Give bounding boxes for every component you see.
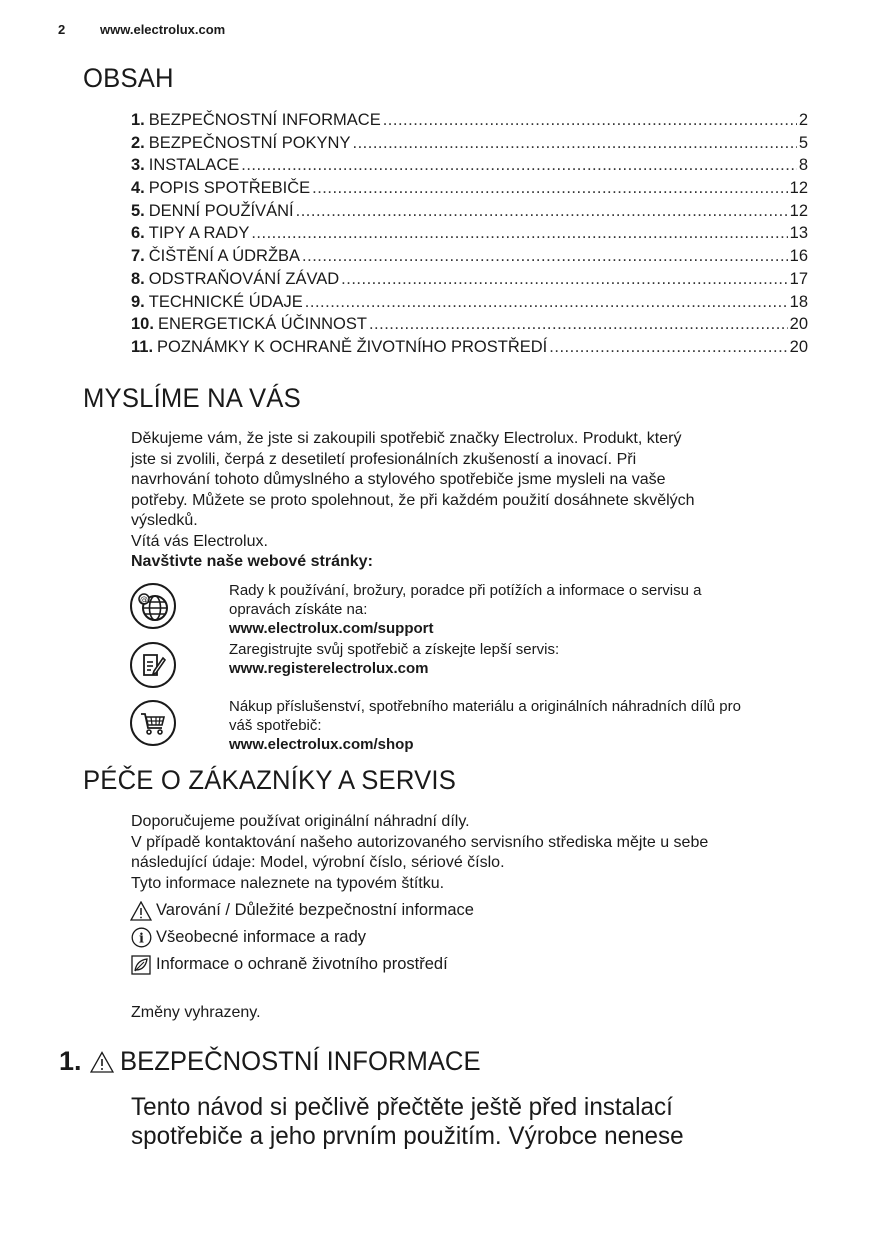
svg-text:i: i: [138, 931, 144, 947]
toc-page: 17: [789, 269, 808, 288]
toc-page: 2: [798, 111, 808, 129]
register-link[interactable]: www.registerelectrolux.com: [229, 660, 429, 678]
toc-page: 20: [789, 337, 808, 356]
shopping-cart-icon: [130, 700, 176, 746]
toc-page: 5: [798, 133, 808, 152]
toc-item[interactable]: 7. ČIŠTĚNÍ A ÚDRŽBA ..... 16: [131, 247, 808, 270]
toc-leader-dots: [369, 315, 788, 334]
header-url[interactable]: www.electrolux.com: [100, 22, 226, 37]
svg-text:@: @: [140, 595, 148, 604]
toc-leader-dots: [305, 293, 788, 312]
register-document-icon: [130, 642, 176, 688]
support-link[interactable]: www.electrolux.com/support: [229, 620, 434, 638]
environment-leaf-icon: [130, 954, 152, 976]
section-title-care: PÉČE O ZÁKAZNÍKY A SERVIS: [83, 765, 457, 795]
toc-page: 16: [789, 247, 808, 266]
table-of-contents: [131, 111, 808, 361]
toc-leader-dots: [302, 247, 788, 266]
section-title: BEZPEČNOSTNÍ INFORMACE: [119, 1046, 481, 1076]
toc-item[interactable]: 9. TECHNICKÉ ÚDAJE ..... 18: [131, 293, 808, 316]
toc-leader-dots: [296, 202, 788, 221]
legend-item-environment: Informace o ochraně životního prostředí: [130, 951, 474, 978]
toc-item[interactable]: 4. POPIS SPOTŘEBIČE ..... 12: [131, 179, 808, 202]
symbol-legend: [130, 897, 474, 978]
web-item-register: Zaregistrujte svůj spotřebič a získejte lepší servis: www.registerelectrolux.com: [229, 641, 560, 678]
visit-label: Navštivte naše webové stránky:: [131, 553, 373, 570]
toc-page: 13: [789, 224, 808, 243]
toc-leader-dots: [312, 179, 788, 198]
disclaimer: Změny vyhrazeny.: [131, 1004, 261, 1021]
section-title-thinking: MYSLÍME NA VÁS: [83, 383, 301, 413]
toc-item[interactable]: 6. TIPY A RADY ..... 13: [131, 224, 808, 247]
toc-item[interactable]: 11. POZNÁMKY K OCHRANĚ ŽIVOTNÍHO PROSTŘEDÍ ..... 20: [131, 338, 808, 361]
warning-icon: [130, 900, 152, 922]
toc-leader-dots: [383, 111, 797, 130]
intro-paragraph: Děkujeme vám, že jste si zakoupili spotřebič značky Electrolux. Produkt, který jste si zvolili, čerpá z desetiletí profesionálních zkušeností a inovací. Při navrhování tohoto důmyslného a stylového spotřebiče jsme mysleli na vaše potřeby. Můžete se proto spolehnout, že při každém použití dosáhnete skvělých výsledků. Vítá vás Electrolux. Navštivte naše webové stránky:: [131, 429, 821, 573]
legend-item-warning: Varování / Důležité bezpečnostní informace: [130, 897, 474, 924]
care-paragraph: Doporučujeme používat originální náhradní díly. V případě kontaktování našeho autorizovaného servisního střediska mějte u sebe následující údaje: Model, výrobní číslo, sériové číslo. Tyto informace naleznete na typovém štítku.: [131, 813, 709, 892]
shop-link[interactable]: www.electrolux.com/shop: [229, 736, 414, 754]
toc-title: OBSAH: [83, 63, 174, 93]
toc-page: 20: [789, 315, 808, 334]
section-1-heading: [59, 1046, 499, 1077]
toc-page: 8: [798, 156, 808, 175]
toc-item[interactable]: 1. BEZPEČNOSTNÍ INFORMACE ..... 2: [131, 111, 808, 134]
section-number: 1.: [59, 1046, 82, 1076]
toc-page: 12: [789, 201, 808, 220]
toc-page: 18: [789, 292, 808, 311]
toc-leader-dots: [352, 134, 796, 153]
toc-item[interactable]: 5. DENNÍ POUŽÍVÁNÍ ..... 12: [131, 202, 808, 225]
web-item-shop: Nákup příslušenství, spotřebního materiálu a originálních náhradních dílů pro váš spotřebič: www.electrolux.com/shop: [229, 698, 741, 754]
web-item-support: Rady k používání, brožury, poradce při potížích a informace o servisu a opravách získáte na: www.electrolux.com/support: [229, 582, 702, 638]
toc-leader-dots: [241, 156, 797, 175]
toc-item[interactable]: 2. BEZPEČNOSTNÍ POKYNY ..... 5: [131, 134, 808, 157]
info-icon: [130, 927, 152, 949]
globe-icon: [130, 583, 176, 629]
toc-leader-dots: [251, 224, 787, 243]
toc-leader-dots: [341, 270, 787, 289]
toc-item[interactable]: 8. ODSTRAŇOVÁNÍ ZÁVAD ..... 17: [131, 270, 808, 293]
legend-item-info: i Všeobecné informace a rady: [130, 924, 474, 951]
warning-icon: [90, 1051, 114, 1073]
toc-leader-dots: [549, 338, 787, 357]
toc-item[interactable]: 3. INSTALACE ..... 8: [131, 156, 808, 179]
toc-page: 12: [789, 179, 808, 198]
toc-item[interactable]: 10. ENERGETICKÁ ÚČINNOST ..... 20: [131, 315, 808, 338]
page-number: 2: [58, 22, 66, 37]
section-1-intro: Tento návod si pečlivě přečtěte ještě před instalací spotřebiče a jeho prvním použitím. Výrobce nenese: [131, 1093, 684, 1150]
